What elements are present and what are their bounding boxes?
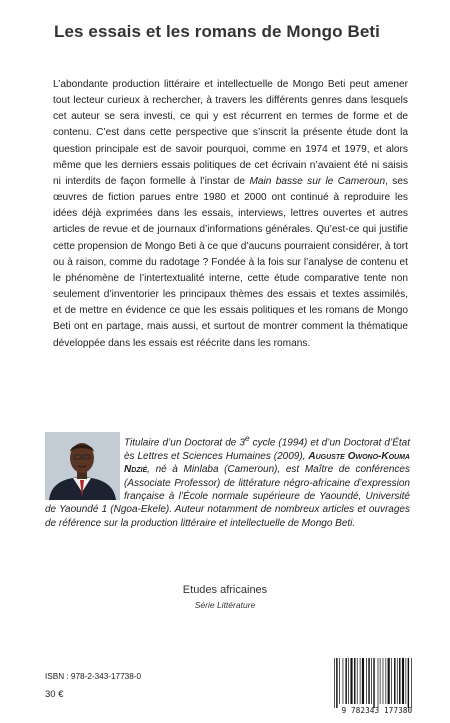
author-biography [45,432,410,530]
series-name: Série Littérature [194,600,256,610]
bio-text-part-2: cycle (1994) et d’un Doctorat d’État ès Lettres et Sciences Humaines (2009), [124,437,410,462]
summary-italic-title: Main basse sur le Cameroun [249,175,386,187]
author-name: Auguste Owono-Kouma Ndzié [124,450,410,476]
barcode-icon [332,658,422,708]
isbn: ISBN : 978-2-343-17738-0 [45,672,142,681]
collection-name: Etudes africaines [182,584,268,596]
back-cover-summary [53,77,408,352]
bio-text-part-1: Titulaire d’un Doctorat de 3 [124,437,245,449]
bio-superscript: e [244,433,250,443]
summary-text-part-2: , ses œuvres de fiction parues entre 1980 et 2000 ont continué à reproduire les idées déjà exprimées dans les essais, interviews, lettres ouvertes et autres articles de revue et de journaux d’informations générales. Qu’est-ce qui justifie cette propension de Mongo Beti à ce que d’aucuns pourraient considérer, à tort ou à raison, comme du radotage ? Fondée à la fois sur l’analyse de contenu et le phénomène de l’intertextualité interne, cette étude comparative tente non seulement d’inventorier les principaux thèmes des essais et textes assimilés, et de mettre en évidence ce que les essais politiques et les romans de Mongo Beti ont en partage, mais aussi, et surtout de montrer comment la thématique développée dans les essais est réécrite dans les romans. [53,175,409,349]
barcode-number: 9 782343 177380 [341,706,413,715]
bio-text-part-3: , né à Minlaba (Cameroun), est Maître de conférences (Associate Professor) de littérature négro-africaine d’expression française à l’École normale supérieure de Yaoundé, Université de Yaoundé 1 (Ngoa-Ekele). Auteur notamment de nombreux articles et ouvrages de référence sur la production littéraire et intellectuelle de Mongo Beti. [45,464,410,529]
book-title: Les essais et les romans de Mongo Beti [54,22,380,41]
price: 30 € [45,689,64,700]
summary-text-part-1: L’abondante production littéraire et intellectuelle de Mongo Beti peut amener tout lecteur curieux à rechercher, à travers les différents genres dans lesquels cet auteur se sera investi, ce qui y est récurrent en termes de forme et de contenu. C’est dans cette perspective que s’inscrit la présente étude dont la question principale est de savoir pourquoi, comme en 1974 et 1979, et alors même que les derniers essais politiques de cet écrivain n’avaient été ni saisis ni interdits de façon formelle à l’instar de [53,79,408,187]
